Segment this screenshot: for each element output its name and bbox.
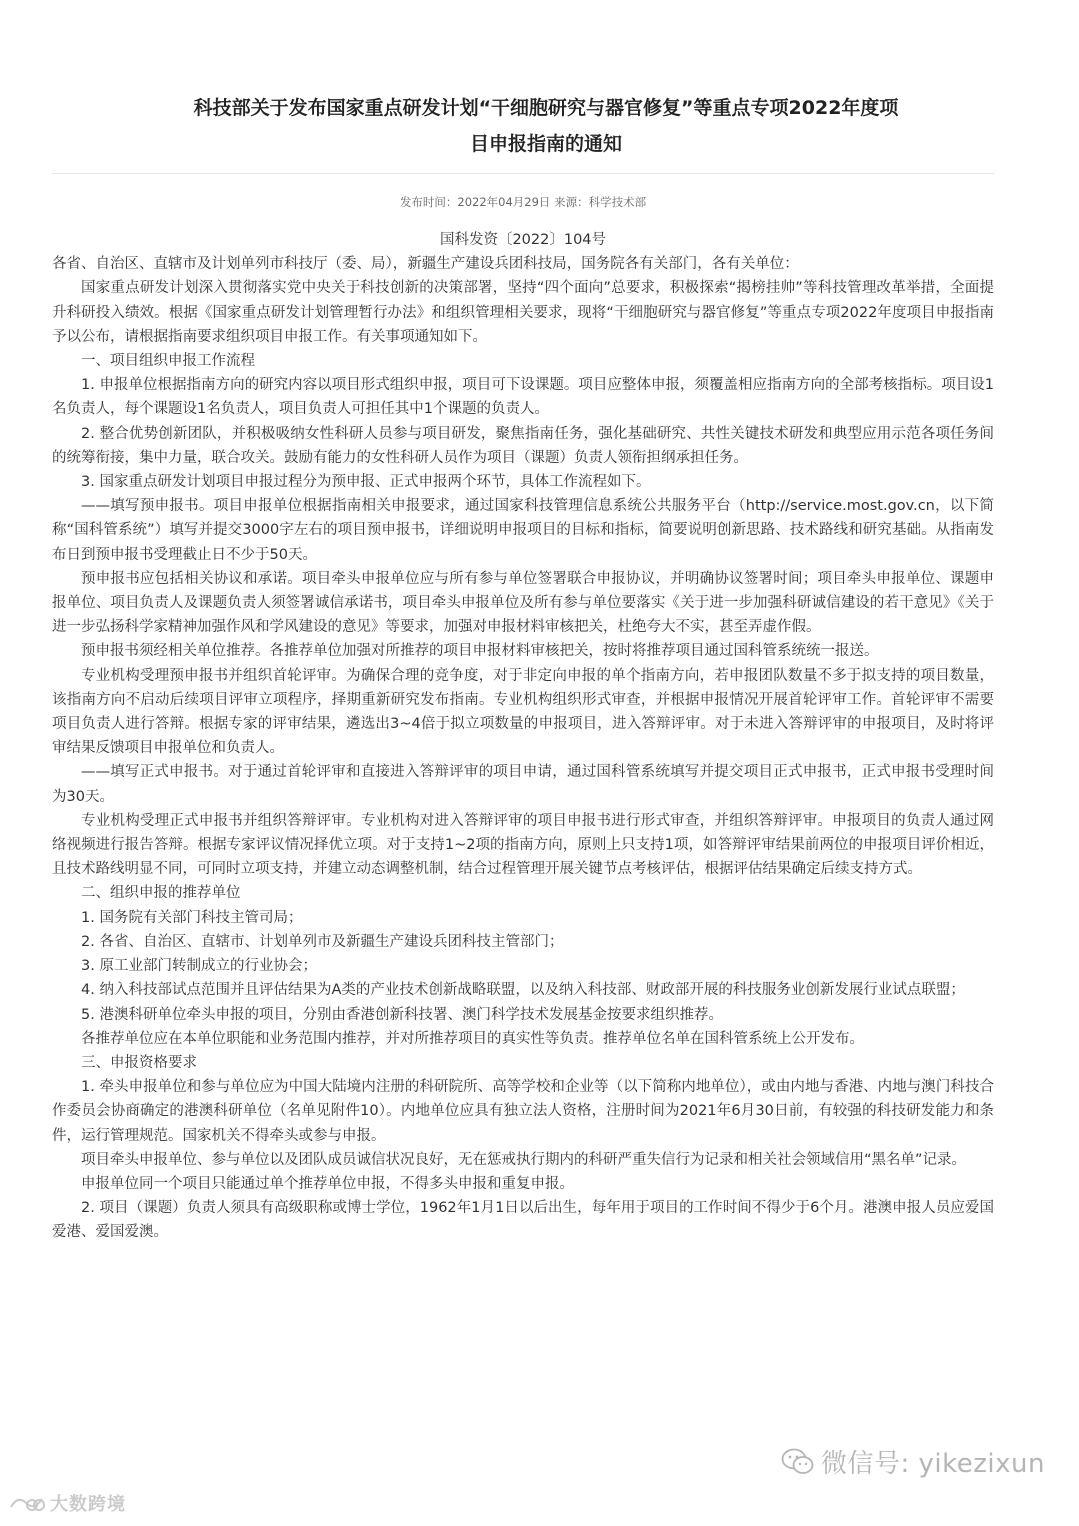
publish-label: 发布时间： <box>399 195 458 209</box>
body-paragraph: 一、项目组织申报工作流程 <box>81 353 255 370</box>
body-paragraph: 3. 国家重点研发计划项目申报过程分为预申报、正式申报两个环节，具体工作流程如下。 <box>81 474 651 491</box>
source-name: 科学技术部 <box>588 195 647 209</box>
body-paragraph: 预申报书须经相关单位推荐。各推荐单位加强对所推荐的项目申报材料审核把关，按时将推荐项目通过国科管系统统一报送。 <box>81 643 879 660</box>
body-paragraph: 项目牵头申报单位、参与单位以及团队成员诚信状况良好，无在惩戒执行期内的科研严重失信行为记录和相关社会领域信用“黑名单”记录。 <box>81 1151 967 1168</box>
body-paragraph: ——填写正式申报书。对于通过首轮评审和直接进入答辩评审的项目申请，通过国科管系统填写并提交项目正式申报书，正式申报书受理时间为30天。 <box>52 764 994 805</box>
body-paragraph: 1. 国务院有关部门科技主管司局； <box>81 909 303 926</box>
wechat-icon <box>781 1448 815 1476</box>
wechat-id-text: 微信号: yikezixun <box>821 1449 1045 1479</box>
body-paragraph: 2. 各省、自治区、直辖市、计划单列市及新疆生产建设兵团科技主管部门； <box>81 933 564 950</box>
body-paragraph: 专业机构受理正式申报书并组织答辩评审。专业机构对进入答辩评审的项目申报书进行形式审查，并组织答辩评审。申报项目的负责人通过网络视频进行报告答辩。根据专家评议情况择优立项。对于支持1~2项的指南方向，原则上只支持1项，如答辩评审结果前两位的申报项目评价相近，且技术路线明显不同，可同时立项支持，并建立动态调整机制，结合过程管理开展关键节点考核评估，根据评估结果确定后续支持方式。 <box>52 812 994 878</box>
brand-text: 大数跨境 <box>50 1494 126 1515</box>
page-title <box>90 90 1002 162</box>
brand-logo-icon <box>8 1493 46 1513</box>
title-line-2: 目申报指南的通知 <box>469 133 622 155</box>
source-label: 来源： <box>554 195 589 209</box>
body-paragraph: 国家重点研发计划深入贯彻落实党中央关于科技创新的决策部署，坚持“四个面向”总要求，积极探索“揭榜挂帅”等科技管理改革举措，全面提升科研投入绩效。根据《国家重点研发计划管理暂行办法》和组织管理相关要求，现将“干细胞研究与器官修复”等重点专项2022年度项目申报指南予以公布，请根据指南要求组织项目申报工作。有关事项通知如下。 <box>52 280 994 345</box>
body-paragraph: ——填写预申报书。项目申报单位根据指南相关申报要求，通过国家科技管理信息系统公共服务平台（http://service.most.gov.cn，以下简称“国科管系统”）填写并提交3000字左右的项目预申报书，详细说明申报项目的目标和指标，简要说明创新思路、技术路线和研究基础。从指南发布日到预申报书受理截止日不少于50天。 <box>52 498 994 563</box>
title-divider <box>52 173 994 174</box>
body-paragraph: 2. 整合优势创新团队，并积极吸纳女性科研人员参与项目研发，聚焦指南任务，强化基础研究、共性关键技术研发和典型应用示范各项任务间的统筹衔接，集中力量，联合攻关。鼓励有能力的女性科研人员作为项目（课题）负责人领衔担纲承担任务。 <box>52 425 994 466</box>
body-paragraph: 1. 申报单位根据指南方向的研究内容以项目形式组织申报，项目可下设课题。项目应整体申报，须覆盖相应指南方向的全部考核指标。项目设1名负责人，每个课题设1名负责人，项目负责人可担任其中1个课题的负责人。 <box>52 377 994 418</box>
body-paragraph: 预申报书应包括相关协议和承诺。项目牵头申报单位应与所有参与单位签署联合申报协议，并明确协议签署时间；项目牵头申报单位、课题申报单位、项目负责人及课题负责人须签署诚信承诺书，项目牵头申报单位及所有参与单位要落实《关于进一步加强科研诚信建设的若干意见》《关于进一步弘扬科学家精神加强作风和学风建设的意见》等要求，加强对申报材料审核把关，杜绝夸大不实，甚至弄虚作假。 <box>52 570 994 636</box>
body-paragraph: 专业机构受理预申报书并组织首轮评审。为确保合理的竞争度，对于非定向申报的单个指南方向，若申报团队数量不多于拟支持的项目数量，该指南方向不启动后续项目评审立项程序，择期重新研究发布指南。专业机构组织形式审查，并根据申报情况开展首轮评审工作。首轮评审不需要项目负责人进行答辩。根据专家的评审结果，遴选出3~4倍于拟立项数量的申报项目，进入答辩评审。对于未进入答辩评审的申报项目，及时将评审结果反馈项目申报单位和负责人。 <box>52 667 994 757</box>
body-paragraph: 申报单位同一个项目只能通过单个推荐单位申报，不得多头申报和重复申报。 <box>81 1175 574 1192</box>
body-paragraph: 5. 港澳科研单位牵头申报的项目，分别由香港创新科技署、澳门科学技术发展基金按要求组织推荐。 <box>81 1006 723 1023</box>
title-line-1: 科技部关于发布国家重点研发计划“干细胞研究与器官修复”等重点专项2022年度项 <box>193 97 899 119</box>
body-paragraph: 1. 牵头申报单位和参与单位应为中国大陆境内注册的科研院所、高等学校和企业等（以下简称内地单位），或由内地与香港、内地与澳门科技合作委员会协商确定的港澳科研单位（名单见附件10）。内地单位应具有独立法人资格，注册时间为2021年6月30日前，有较强的科技研发能力和条件，运行管理规范。国家机关不得牵头或参与申报。 <box>52 1079 994 1144</box>
publish-meta <box>52 192 994 212</box>
publish-date: 2022年04月29日 <box>457 195 551 209</box>
brand-watermark <box>8 1490 126 1516</box>
body-paragraph: 各省、自治区、直辖市及计划单列市科技厅（委、局），新疆生产建设兵团科技局，国务院各有关部门，各有关单位： <box>52 256 799 273</box>
body-paragraph: 各推荐单位应在本单位职能和业务范围内推荐，并对所推荐项目的真实性等负责。推荐单位名单在国科管系统上公开发布。 <box>81 1030 864 1047</box>
body-paragraph: 4. 纳入科技部试点范围并且评估结果为A类的产业技术创新战略联盟，以及纳入科技部、财政部开展的科技服务业创新发展行业试点联盟； <box>81 982 965 999</box>
body-paragraph: 三、申报资格要求 <box>81 1054 197 1071</box>
wechat-watermark <box>781 1443 1045 1480</box>
article-body <box>52 228 994 1245</box>
document-number: 国科发资〔2022〕104号 <box>439 232 607 248</box>
body-paragraph: 3. 原工业部门转制成立的行业协会； <box>81 958 317 975</box>
body-paragraph: 2. 项目（课题）负责人须具有高级职称或博士学位，1962年1月1日以后出生，每年用于项目的工作时间不得少于6个月。港澳申报人员应爱国爱港、爱国爱澳。 <box>52 1200 994 1241</box>
body-paragraph: 二、组织申报的推荐单位 <box>81 885 241 902</box>
